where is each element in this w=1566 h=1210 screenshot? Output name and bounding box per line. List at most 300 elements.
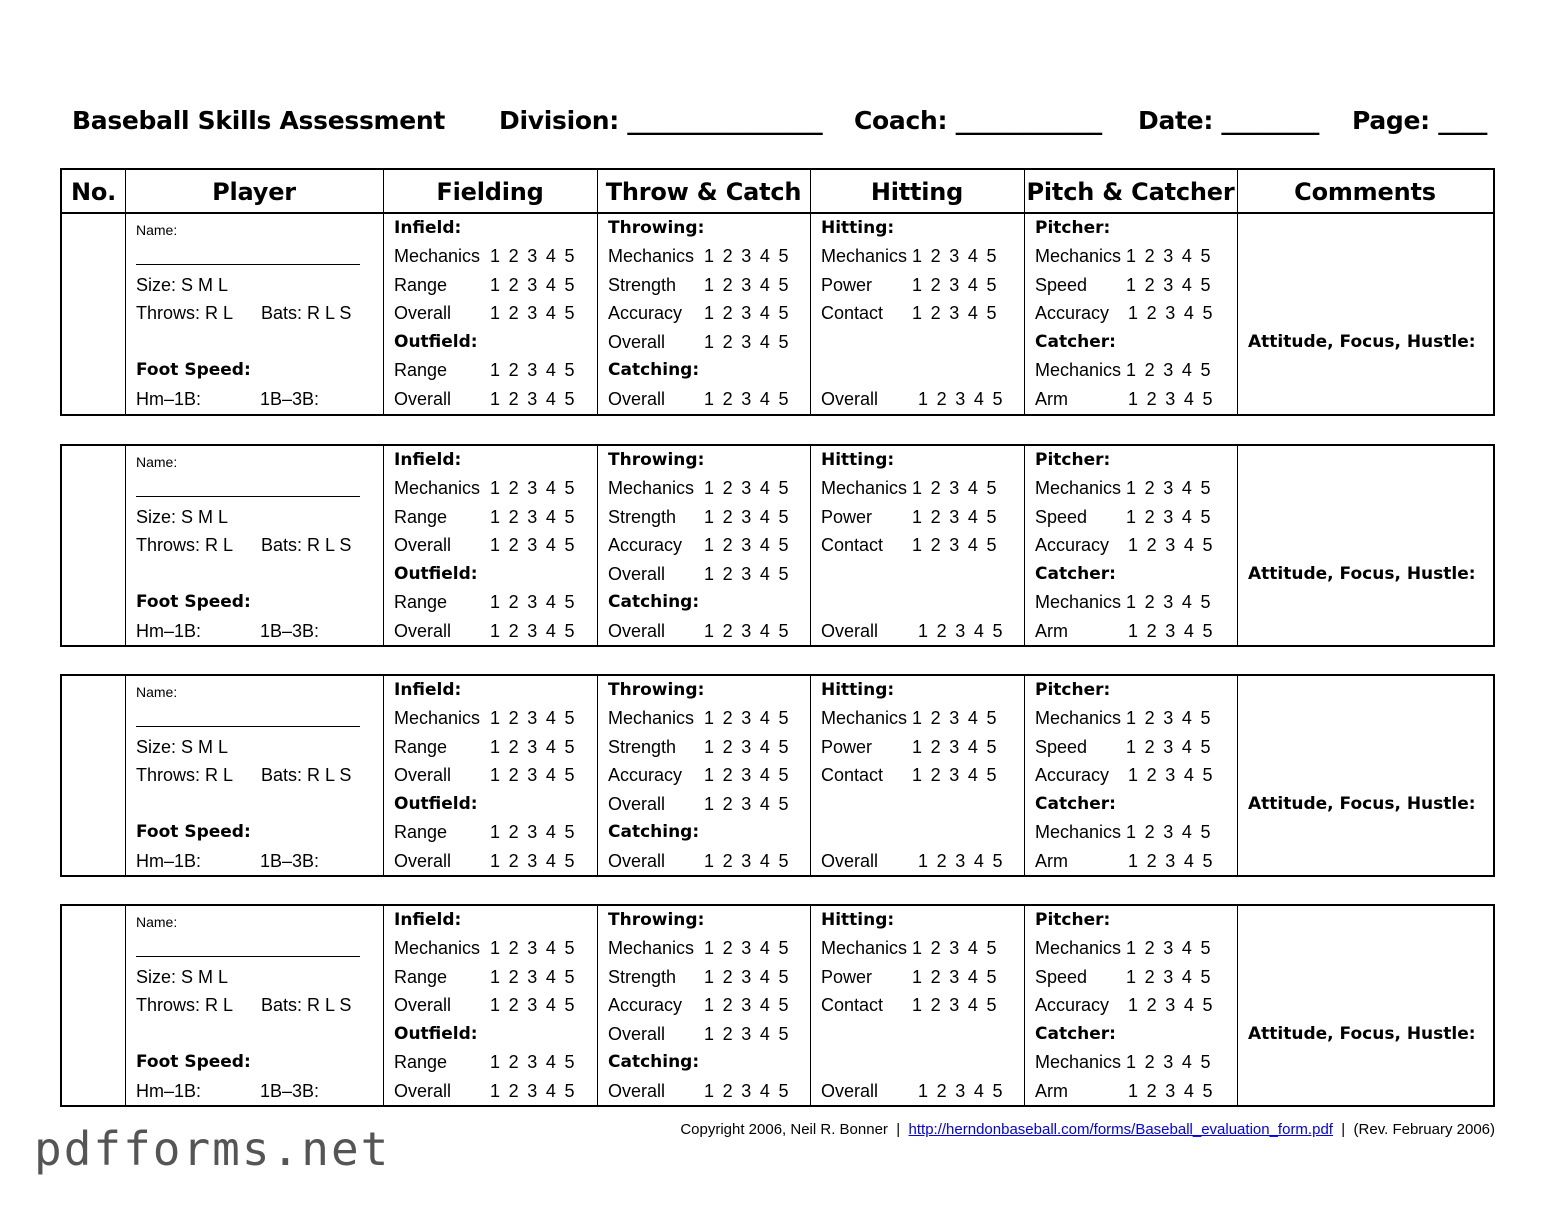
infield-label: Infield: xyxy=(394,450,462,470)
1b-3b-field[interactable]: 1B–3B: xyxy=(260,621,320,641)
rating-scale[interactable]: 1 2 3 4 5 xyxy=(490,822,575,842)
throw-catch-cell xyxy=(608,214,808,413)
rating-label: Mechanics xyxy=(1035,478,1122,498)
comments-label: Attitude, Focus, Hustle: xyxy=(1248,564,1476,584)
rating-row[interactable] xyxy=(1035,704,1211,732)
rating-scale[interactable]: 1 2 3 4 5 xyxy=(912,938,997,958)
rating-row[interactable] xyxy=(821,934,997,962)
player-cell xyxy=(136,906,381,1105)
rating-label: Mechanics xyxy=(608,708,695,728)
rating-scale[interactable]: 1 2 3 4 5 xyxy=(490,360,575,380)
pitch-catcher-cell xyxy=(1035,676,1235,875)
player-row xyxy=(60,214,1495,416)
rating-scale[interactable]: 1 2 3 4 5 xyxy=(704,967,789,987)
rating-row[interactable] xyxy=(608,299,789,327)
rating-row[interactable] xyxy=(1035,474,1211,502)
rating-scale[interactable]: 1 2 3 4 5 xyxy=(1126,478,1211,498)
rating-scale[interactable]: 1 2 3 4 5 xyxy=(912,275,997,295)
rating-label: Contact xyxy=(821,765,884,785)
rating-label: Overall xyxy=(608,1024,666,1044)
rating-scale[interactable]: 1 2 3 4 5 xyxy=(918,389,1003,409)
comments-label: Attitude, Focus, Hustle: xyxy=(1248,794,1476,814)
rating-row[interactable] xyxy=(821,531,997,559)
rating-row[interactable] xyxy=(394,503,575,531)
rating-row[interactable] xyxy=(608,790,789,818)
rating-row[interactable] xyxy=(608,474,789,502)
player-cell xyxy=(136,676,381,875)
rating-row[interactable] xyxy=(608,847,789,875)
rating-row[interactable] xyxy=(394,991,575,1019)
rating-row[interactable] xyxy=(608,242,789,270)
watermark-logo: pdfforms.net xyxy=(34,1122,391,1176)
bats-options[interactable]: Bats: R L S xyxy=(261,303,352,323)
rating-row[interactable] xyxy=(1035,271,1211,299)
rating-row[interactable] xyxy=(608,385,789,413)
rating-scale[interactable]: 1 2 3 4 5 xyxy=(912,765,997,785)
col-hitting: Hitting xyxy=(870,178,964,206)
rating-row[interactable] xyxy=(1035,761,1213,789)
outfield-label: Outfield: xyxy=(394,794,478,814)
name-field[interactable] xyxy=(136,704,366,732)
form-url-link[interactable]: http://herndonbaseball.com/forms/Baseball_evaluation_form.pdf xyxy=(908,1121,1333,1138)
rating-scale[interactable]: 1 2 3 4 5 xyxy=(1128,389,1213,409)
rating-row[interactable] xyxy=(394,474,575,502)
throw-catch-cell xyxy=(608,906,808,1105)
rating-label: Mechanics xyxy=(1035,592,1122,612)
rating-label: Overall xyxy=(608,621,666,641)
size-options[interactable]: Size: S M L xyxy=(136,275,229,295)
rating-row[interactable] xyxy=(608,934,789,962)
rating-scale[interactable]: 1 2 3 4 5 xyxy=(704,246,789,266)
rating-scale[interactable]: 1 2 3 4 5 xyxy=(704,851,789,871)
rating-scale[interactable]: 1 2 3 4 5 xyxy=(1128,995,1213,1015)
rating-label: Overall xyxy=(608,564,666,584)
rating-row[interactable] xyxy=(821,704,997,732)
size-options[interactable]: Size: S M L xyxy=(136,737,229,757)
rating-row[interactable] xyxy=(821,1077,1003,1105)
rating-label: Mechanics xyxy=(394,478,481,498)
rating-scale[interactable]: 1 2 3 4 5 xyxy=(1126,967,1211,987)
rating-row[interactable] xyxy=(608,761,789,789)
throwing-label: Throwing: xyxy=(608,680,705,700)
page-header xyxy=(72,106,1492,142)
rating-label: Strength xyxy=(608,275,677,295)
outfield-label: Outfield: xyxy=(394,564,478,584)
rating-label: Arm xyxy=(1035,389,1068,409)
rating-row[interactable] xyxy=(821,617,1003,645)
rating-scale[interactable]: 1 2 3 4 5 xyxy=(912,507,997,527)
foot-speed-label: Foot Speed: xyxy=(136,822,251,842)
rating-scale[interactable]: 1 2 3 4 5 xyxy=(704,621,789,641)
rating-scale[interactable]: 1 2 3 4 5 xyxy=(918,1081,1003,1101)
rating-scale[interactable]: 1 2 3 4 5 xyxy=(704,507,789,527)
rating-row[interactable] xyxy=(1035,588,1211,616)
rating-label: Mechanics xyxy=(1035,246,1122,266)
rating-scale[interactable]: 1 2 3 4 5 xyxy=(704,332,789,352)
page-field[interactable]: Page: ____ xyxy=(1352,106,1488,135)
rating-row[interactable] xyxy=(608,531,789,559)
rating-label: Mechanics xyxy=(394,246,481,266)
hm-1b-field[interactable]: Hm–1B: xyxy=(136,1081,202,1101)
rating-scale[interactable]: 1 2 3 4 5 xyxy=(490,737,575,757)
throws-options[interactable]: Throws: R L xyxy=(136,765,234,785)
rating-row[interactable] xyxy=(394,704,575,732)
rating-label: Mechanics xyxy=(1035,708,1122,728)
rating-row[interactable] xyxy=(394,271,575,299)
rating-scale[interactable]: 1 2 3 4 5 xyxy=(490,1052,575,1072)
pitcher-label: Pitcher: xyxy=(1035,910,1111,930)
rating-row[interactable] xyxy=(394,1048,575,1076)
rating-row[interactable] xyxy=(1035,299,1213,327)
throwing-label: Throwing: xyxy=(608,910,705,930)
rating-label: Overall xyxy=(394,621,452,641)
rating-row[interactable] xyxy=(608,733,789,761)
rating-scale[interactable]: 1 2 3 4 5 xyxy=(704,765,789,785)
rating-scale[interactable]: 1 2 3 4 5 xyxy=(912,708,997,728)
rating-scale[interactable]: 1 2 3 4 5 xyxy=(1128,535,1213,555)
rating-label: Contact xyxy=(821,995,884,1015)
throws-options[interactable]: Throws: R L xyxy=(136,995,234,1015)
rating-label: Mechanics xyxy=(1035,1052,1122,1072)
throw-catch-cell xyxy=(608,676,808,875)
name-label: Name: xyxy=(136,684,178,700)
fielding-cell xyxy=(394,906,594,1105)
rating-scale[interactable]: 1 2 3 4 5 xyxy=(704,564,789,584)
rating-row[interactable] xyxy=(821,385,1003,413)
rating-scale[interactable]: 1 2 3 4 5 xyxy=(912,967,997,987)
copyright: Copyright 2006, Neil R. Bonner xyxy=(680,1121,888,1138)
rating-scale[interactable]: 1 2 3 4 5 xyxy=(1126,938,1211,958)
rating-row[interactable] xyxy=(608,328,789,356)
name-field[interactable] xyxy=(136,934,366,962)
rating-label: Mechanics xyxy=(1035,360,1122,380)
rating-row[interactable] xyxy=(1035,503,1211,531)
rating-scale[interactable]: 1 2 3 4 5 xyxy=(704,995,789,1015)
rating-row[interactable] xyxy=(394,617,575,645)
rating-label: Speed xyxy=(1035,275,1088,295)
rating-scale[interactable]: 1 2 3 4 5 xyxy=(490,851,575,871)
hitting-cell xyxy=(821,446,1021,645)
catcher-label: Catcher: xyxy=(1035,332,1116,352)
rating-scale[interactable]: 1 2 3 4 5 xyxy=(1128,851,1213,871)
rating-row[interactable] xyxy=(1035,934,1211,962)
size-options[interactable]: Size: S M L xyxy=(136,967,229,987)
rating-label: Power xyxy=(821,275,873,295)
col-player: Player xyxy=(212,178,296,206)
rating-label: Range xyxy=(394,822,448,842)
throws-options[interactable]: Throws: R L xyxy=(136,535,234,555)
player-row xyxy=(60,674,1495,877)
rating-label: Power xyxy=(821,737,873,757)
rating-row[interactable] xyxy=(1035,385,1213,413)
rating-scale[interactable]: 1 2 3 4 5 xyxy=(490,967,575,987)
rating-scale[interactable]: 1 2 3 4 5 xyxy=(490,478,575,498)
rating-scale[interactable]: 1 2 3 4 5 xyxy=(1128,303,1213,323)
rating-row[interactable] xyxy=(394,385,575,413)
name-label: Name: xyxy=(136,914,178,930)
rating-scale[interactable]: 1 2 3 4 5 xyxy=(490,621,575,641)
rating-row[interactable] xyxy=(608,617,789,645)
rating-scale[interactable]: 1 2 3 4 5 xyxy=(912,246,997,266)
rating-scale[interactable]: 1 2 3 4 5 xyxy=(704,1081,789,1101)
rating-label: Accuracy xyxy=(608,995,683,1015)
outfield-label: Outfield: xyxy=(394,1024,478,1044)
rating-label: Arm xyxy=(1035,621,1068,641)
rating-scale[interactable]: 1 2 3 4 5 xyxy=(912,478,997,498)
infield-label: Infield: xyxy=(394,218,462,238)
rating-scale[interactable]: 1 2 3 4 5 xyxy=(912,535,997,555)
rating-row[interactable] xyxy=(394,818,575,846)
rating-row[interactable] xyxy=(821,991,997,1019)
rating-scale[interactable]: 1 2 3 4 5 xyxy=(918,851,1003,871)
rating-scale[interactable]: 1 2 3 4 5 xyxy=(1128,621,1213,641)
rating-row[interactable] xyxy=(1035,617,1213,645)
rating-row[interactable] xyxy=(394,847,575,875)
number-cell[interactable] xyxy=(62,446,125,645)
rating-label: Range xyxy=(394,360,448,380)
rating-label: Accuracy xyxy=(608,303,683,323)
rating-scale[interactable]: 1 2 3 4 5 xyxy=(704,1024,789,1044)
rating-row[interactable] xyxy=(608,1077,789,1105)
rating-row[interactable] xyxy=(821,761,997,789)
comments-cell[interactable] xyxy=(1248,906,1493,1105)
rating-label: Arm xyxy=(1035,1081,1068,1101)
rating-scale[interactable]: 1 2 3 4 5 xyxy=(490,389,575,409)
player-row xyxy=(60,904,1495,1107)
rating-scale[interactable]: 1 2 3 4 5 xyxy=(490,765,575,785)
rating-scale[interactable]: 1 2 3 4 5 xyxy=(704,275,789,295)
rating-label: Range xyxy=(394,275,448,295)
rating-row[interactable] xyxy=(821,963,997,991)
rating-label: Range xyxy=(394,737,448,757)
rating-scale[interactable]: 1 2 3 4 5 xyxy=(490,938,575,958)
rating-scale[interactable]: 1 2 3 4 5 xyxy=(490,303,575,323)
number-cell[interactable] xyxy=(62,214,125,413)
rating-row[interactable] xyxy=(821,733,997,761)
catcher-label: Catcher: xyxy=(1035,564,1116,584)
rating-scale[interactable]: 1 2 3 4 5 xyxy=(490,1081,575,1101)
rating-scale[interactable]: 1 2 3 4 5 xyxy=(912,303,997,323)
rating-row[interactable] xyxy=(1035,242,1211,270)
rating-label: Contact xyxy=(821,535,884,555)
rating-row[interactable] xyxy=(821,242,997,270)
1b-3b-field[interactable]: 1B–3B: xyxy=(260,389,320,409)
pitcher-label: Pitcher: xyxy=(1035,218,1111,238)
throwing-label: Throwing: xyxy=(608,450,705,470)
comments-cell[interactable] xyxy=(1248,676,1493,875)
comments-cell[interactable] xyxy=(1248,214,1493,413)
rating-scale[interactable]: 1 2 3 4 5 xyxy=(490,708,575,728)
form-title: Baseball Skills Assessment xyxy=(72,106,446,135)
rating-row[interactable] xyxy=(394,1077,575,1105)
catcher-label: Catcher: xyxy=(1035,794,1116,814)
bats-options[interactable]: Bats: R L S xyxy=(261,535,352,555)
rating-scale[interactable]: 1 2 3 4 5 xyxy=(704,737,789,757)
rating-label: Overall xyxy=(608,389,666,409)
hm-1b-field[interactable]: Hm–1B: xyxy=(136,389,202,409)
rating-row[interactable] xyxy=(1035,963,1211,991)
rating-label: Speed xyxy=(1035,967,1088,987)
rating-scale[interactable]: 1 2 3 4 5 xyxy=(1126,507,1211,527)
rating-label: Strength xyxy=(608,737,677,757)
throwing-label: Throwing: xyxy=(608,218,705,238)
rating-scale[interactable]: 1 2 3 4 5 xyxy=(704,389,789,409)
rating-label: Contact xyxy=(821,303,884,323)
hitting-cell xyxy=(821,214,1021,413)
rating-label: Accuracy xyxy=(1035,535,1110,555)
rating-label: Mechanics xyxy=(821,708,908,728)
throws-options[interactable]: Throws: R L xyxy=(136,303,234,323)
rating-label: Overall xyxy=(821,389,879,409)
rating-scale[interactable]: 1 2 3 4 5 xyxy=(490,246,575,266)
rating-row[interactable] xyxy=(1035,1077,1213,1105)
rating-row[interactable] xyxy=(394,531,575,559)
rating-scale[interactable]: 1 2 3 4 5 xyxy=(704,478,789,498)
hm-1b-field[interactable]: Hm–1B: xyxy=(136,621,202,641)
rating-row[interactable] xyxy=(821,847,1003,875)
rating-row[interactable] xyxy=(1035,1048,1211,1076)
rating-scale[interactable]: 1 2 3 4 5 xyxy=(1126,1052,1211,1072)
infield-label: Infield: xyxy=(394,680,462,700)
rating-scale[interactable]: 1 2 3 4 5 xyxy=(912,737,997,757)
rating-scale[interactable]: 1 2 3 4 5 xyxy=(1128,1081,1213,1101)
rating-scale[interactable]: 1 2 3 4 5 xyxy=(704,708,789,728)
rating-row[interactable] xyxy=(608,560,789,588)
rating-label: Overall xyxy=(394,535,452,555)
rating-scale[interactable]: 1 2 3 4 5 xyxy=(490,592,575,612)
rating-row[interactable] xyxy=(394,356,575,384)
rating-row[interactable] xyxy=(608,1020,789,1048)
rating-scale[interactable]: 1 2 3 4 5 xyxy=(1126,246,1211,266)
rating-scale[interactable]: 1 2 3 4 5 xyxy=(704,303,789,323)
pitch-catcher-cell xyxy=(1035,446,1235,645)
coach-field[interactable]: Coach: ____________ xyxy=(854,106,1103,135)
rating-row[interactable] xyxy=(394,242,575,270)
catching-label: Catching: xyxy=(608,822,700,842)
rating-label: Overall xyxy=(821,851,879,871)
pitch-catcher-cell xyxy=(1035,214,1235,413)
hitting-cell xyxy=(821,676,1021,875)
date-field[interactable]: Date: ________ xyxy=(1138,106,1320,135)
rating-row[interactable] xyxy=(608,271,789,299)
rating-row[interactable] xyxy=(608,963,789,991)
footer-sep: | xyxy=(1341,1121,1346,1138)
rating-scale[interactable]: 1 2 3 4 5 xyxy=(1126,708,1211,728)
rating-row[interactable] xyxy=(608,503,789,531)
rating-label: Mechanics xyxy=(821,938,908,958)
rating-scale[interactable]: 1 2 3 4 5 xyxy=(704,938,789,958)
rating-scale[interactable]: 1 2 3 4 5 xyxy=(490,275,575,295)
outfield-label: Outfield: xyxy=(394,332,478,352)
col-comments: Comments xyxy=(1294,178,1436,206)
column-header-row xyxy=(60,168,1495,214)
rating-row[interactable] xyxy=(608,991,789,1019)
rating-scale[interactable]: 1 2 3 4 5 xyxy=(1126,737,1211,757)
rating-scale[interactable]: 1 2 3 4 5 xyxy=(912,995,997,1015)
rating-label: Overall xyxy=(394,1081,452,1101)
rating-row[interactable] xyxy=(1035,818,1211,846)
rating-row[interactable] xyxy=(394,963,575,991)
rating-label: Mechanics xyxy=(1035,938,1122,958)
rating-scale[interactable]: 1 2 3 4 5 xyxy=(1126,822,1211,842)
hitting-label: Hitting: xyxy=(821,910,895,930)
rating-row[interactable] xyxy=(394,761,575,789)
rating-scale[interactable]: 1 2 3 4 5 xyxy=(1128,765,1213,785)
rating-label: Mechanics xyxy=(821,478,908,498)
catcher-label: Catcher: xyxy=(1035,1024,1116,1044)
rating-scale[interactable]: 1 2 3 4 5 xyxy=(1126,592,1211,612)
rating-label: Mechanics xyxy=(608,478,695,498)
footer-sep: | xyxy=(896,1121,901,1138)
hitting-label: Hitting: xyxy=(821,218,895,238)
rating-row[interactable] xyxy=(1035,733,1211,761)
1b-3b-field[interactable]: 1B–3B: xyxy=(260,851,320,871)
rating-row[interactable] xyxy=(1035,356,1211,384)
col-no: No. xyxy=(70,178,117,206)
col-pitch-catcher: Pitch & Catcher xyxy=(1026,178,1235,206)
rating-row[interactable] xyxy=(394,934,575,962)
foot-speed-label: Foot Speed: xyxy=(136,592,251,612)
rating-row[interactable] xyxy=(821,299,997,327)
rating-row[interactable] xyxy=(1035,991,1213,1019)
rating-scale[interactable]: 1 2 3 4 5 xyxy=(490,535,575,555)
name-field[interactable] xyxy=(136,242,366,270)
rating-row[interactable] xyxy=(394,733,575,761)
comments-cell[interactable] xyxy=(1248,446,1493,645)
fielding-cell xyxy=(394,676,594,875)
rating-row[interactable] xyxy=(821,271,997,299)
rating-row[interactable] xyxy=(1035,531,1213,559)
rating-scale[interactable]: 1 2 3 4 5 xyxy=(1126,360,1211,380)
bats-options[interactable]: Bats: R L S xyxy=(261,765,352,785)
hitting-label: Hitting: xyxy=(821,450,895,470)
rating-label: Overall xyxy=(394,995,452,1015)
rating-scale[interactable]: 1 2 3 4 5 xyxy=(918,621,1003,641)
rating-row[interactable] xyxy=(821,474,997,502)
rating-scale[interactable]: 1 2 3 4 5 xyxy=(490,995,575,1015)
rating-scale[interactable]: 1 2 3 4 5 xyxy=(704,535,789,555)
rating-scale[interactable]: 1 2 3 4 5 xyxy=(704,794,789,814)
rating-row[interactable] xyxy=(394,588,575,616)
name-field[interactable] xyxy=(136,474,366,502)
catching-label: Catching: xyxy=(608,592,700,612)
rating-row[interactable] xyxy=(394,299,575,327)
rating-label: Overall xyxy=(394,765,452,785)
rating-label: Overall xyxy=(821,1081,879,1101)
foot-speed-label: Foot Speed: xyxy=(136,360,251,380)
infield-label: Infield: xyxy=(394,910,462,930)
division-field[interactable]: Division: ________________ xyxy=(499,106,823,135)
rating-label: Range xyxy=(394,507,448,527)
rating-label: Overall xyxy=(821,621,879,641)
bats-options[interactable]: Bats: R L S xyxy=(261,995,352,1015)
rating-row[interactable] xyxy=(608,704,789,732)
rating-label: Mechanics xyxy=(394,938,481,958)
rating-label: Overall xyxy=(394,389,452,409)
rating-label: Overall xyxy=(608,1081,666,1101)
col-fielding: Fielding xyxy=(436,178,544,206)
number-cell[interactable] xyxy=(62,676,125,875)
comments-label: Attitude, Focus, Hustle: xyxy=(1248,332,1476,352)
1b-3b-field[interactable]: 1B–3B: xyxy=(260,1081,320,1101)
rating-row[interactable] xyxy=(821,503,997,531)
rating-scale[interactable]: 1 2 3 4 5 xyxy=(490,507,575,527)
rating-row[interactable] xyxy=(1035,847,1213,875)
number-cell[interactable] xyxy=(62,906,125,1105)
rating-scale[interactable]: 1 2 3 4 5 xyxy=(1126,275,1211,295)
hm-1b-field[interactable]: Hm–1B: xyxy=(136,851,202,871)
size-options[interactable]: Size: S M L xyxy=(136,507,229,527)
